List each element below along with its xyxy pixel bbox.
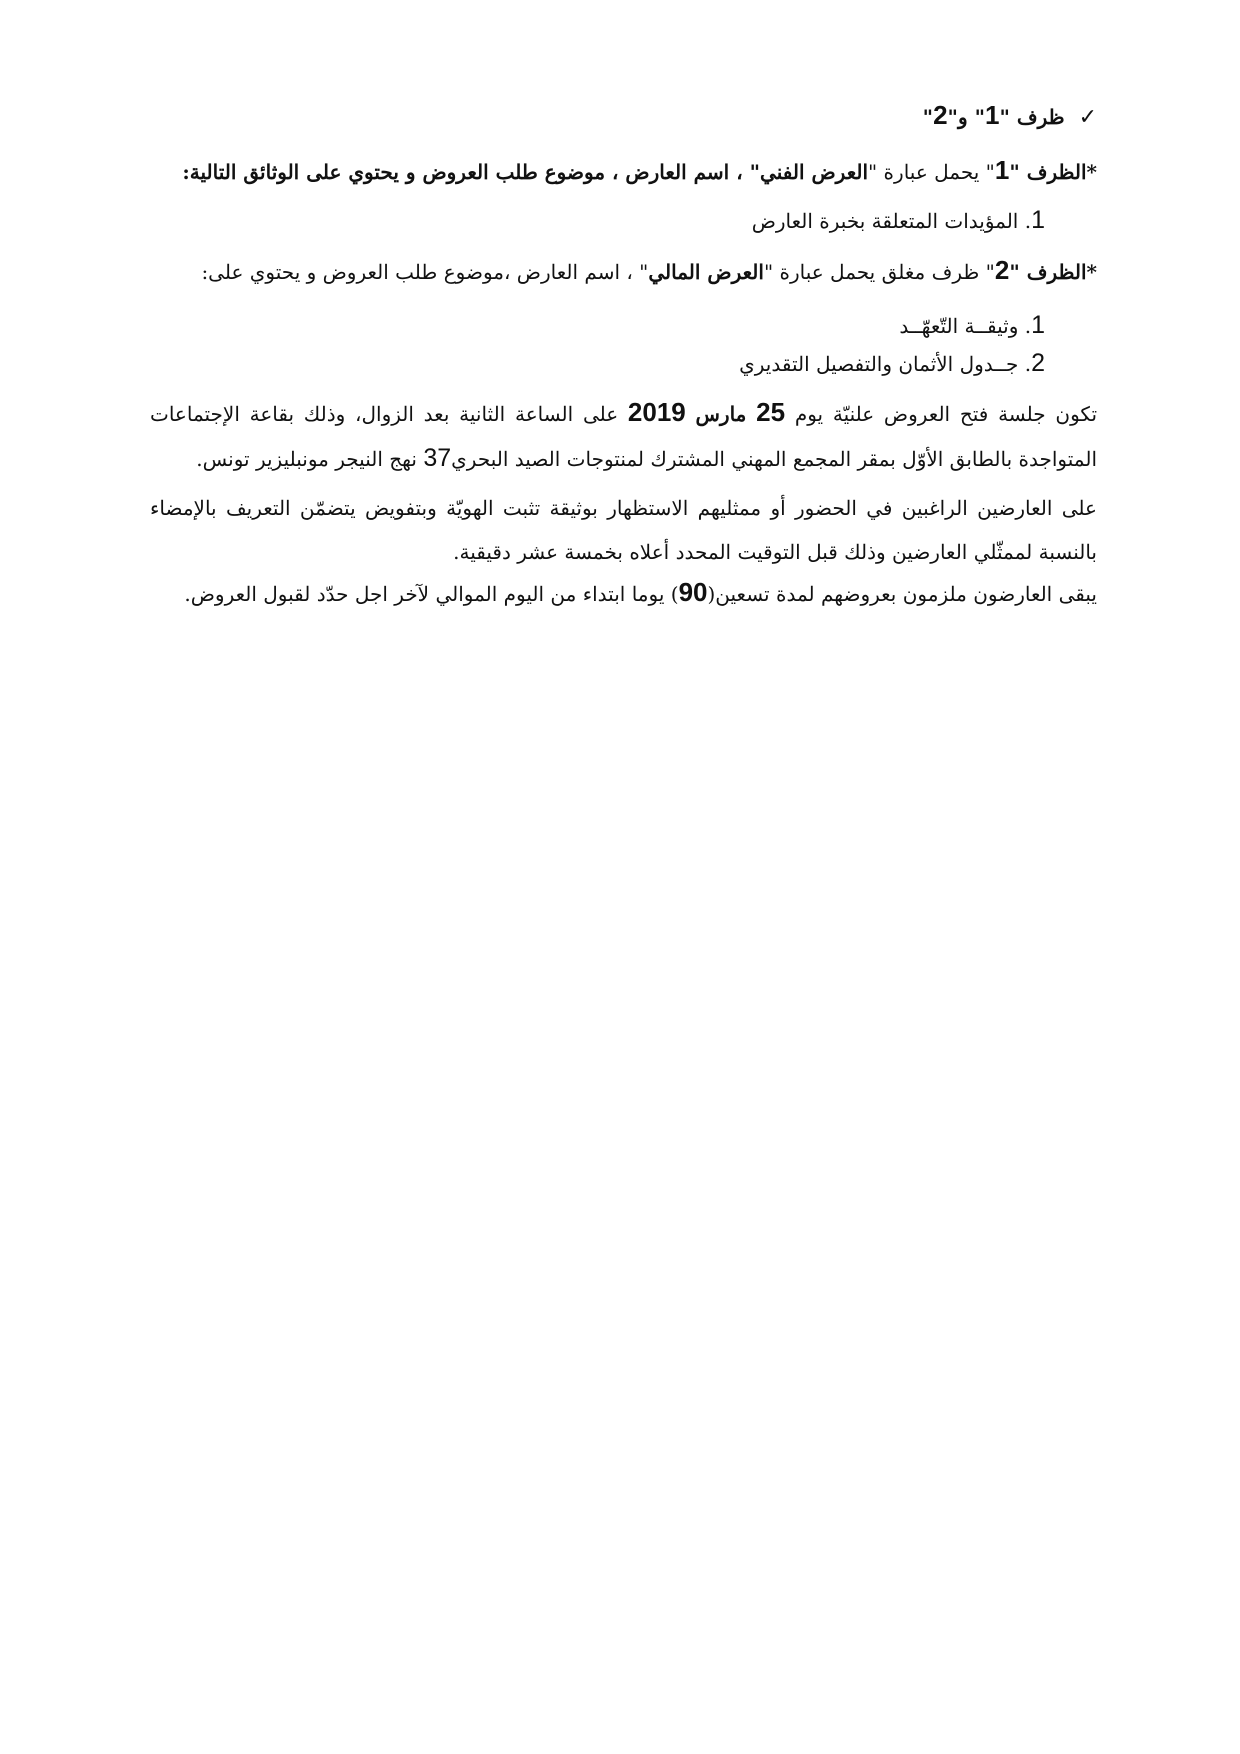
- checkmark-icon: ✓: [1078, 105, 1097, 130]
- session-street-number: 37: [423, 444, 452, 472]
- envelope2-number: 2: [994, 255, 1010, 285]
- validity-paragraph: [150, 570, 1097, 616]
- list-item-number: 1: [1031, 206, 1045, 234]
- session-year: 2019: [627, 397, 686, 427]
- session-text-3: نهج النيجر مونبليزير تونس.: [196, 447, 424, 471]
- envelope2-list-item: [739, 348, 1045, 379]
- session-month: مارس: [695, 402, 747, 426]
- envelope2-description: [201, 255, 1097, 287]
- validity-text-1: يبقى العارضون ملزمون بعروضهم لمدة تسعين(: [707, 582, 1097, 606]
- session-text-1: تكون جلسة فتح العروض علنيّة يوم: [785, 402, 1098, 426]
- envelopes-heading: [923, 100, 1097, 133]
- attendance-paragraph: [150, 486, 1097, 574]
- heading-text: ظرف "1" و"2": [922, 100, 1065, 130]
- session-day: 25: [756, 397, 786, 427]
- envelope2-phrase: العرض المالي: [648, 260, 764, 284]
- envelope1-description: [182, 155, 1097, 187]
- envelope2-list-item: [899, 310, 1045, 341]
- validity-days: 90: [678, 577, 708, 607]
- list-item-number: 2: [1031, 349, 1045, 377]
- envelope2-label: *الظرف ": [1009, 260, 1097, 284]
- envelope1-label: *الظرف ": [1009, 160, 1097, 184]
- session-text-2: على الساعة الثانية بعد الزوال، وذلك بقاعة الإجتماعات المتواجدة بالطابق الأوّل بمقر المجمع المهني المشترك لمنتوجات الصيد البحري: [150, 402, 1097, 471]
- attendance-text: على العارضين الراغبين في الحضور أو ممثليهم الاستظهار بوثيقة تثبت الهويّة وبتفويض يتضمّن التعريف بالإمضاء بالنسبة لممثّلي العارضين وذلك قبل التوقيت المحدد أعلاه بخمسة عشر دقيقية.: [150, 496, 1097, 564]
- session-paragraph: [150, 390, 1097, 481]
- envelope1-number: 1: [994, 155, 1010, 185]
- validity-text-2: ) يوما ابتداء من اليوم الموالي لآخر اجل حدّد لقبول العروض.: [184, 582, 679, 606]
- list-item-text: . وثيقــة التّعهّــد: [899, 314, 1032, 338]
- list-item-text: . المؤيدات المتعلقة بخبرة العارض: [751, 209, 1032, 233]
- list-item-text: . جــدول الأثمان والتفصيل التقديري: [739, 352, 1032, 376]
- envelope1-text-after: " ، اسم العارض ، موضوع طلب العروض و يحتوي على الوثائق التالية:: [182, 160, 761, 184]
- envelope1-text-before: " يحمل عبارة ": [868, 160, 995, 184]
- envelope2-text-before: " ظرف مغلق يحمل عبارة ": [763, 260, 995, 284]
- list-item-number: 1: [1031, 311, 1045, 339]
- envelope2-text-after: " ، اسم العارض ،موضوع طلب العروض و يحتوي على:: [201, 260, 649, 284]
- envelope1-list-item: [752, 205, 1045, 236]
- envelope1-phrase: العرض الفني: [760, 160, 868, 184]
